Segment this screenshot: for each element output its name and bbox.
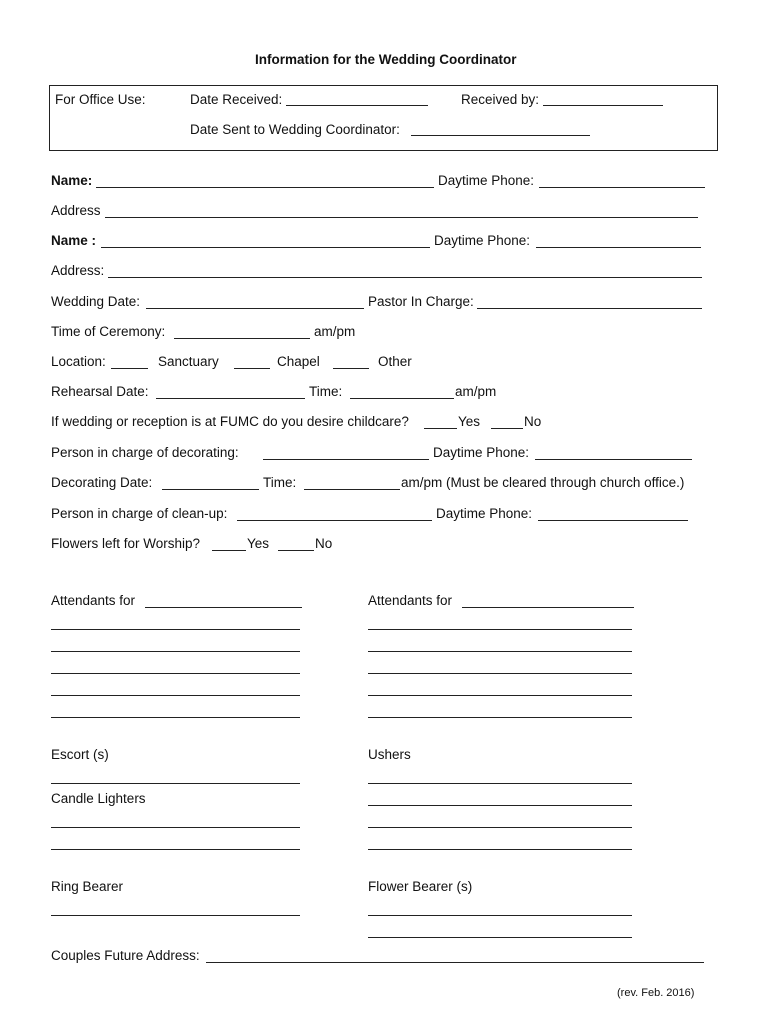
cleanup-person-label: Person in charge of clean-up: (51, 506, 228, 521)
ring-bearer-label: Ring Bearer (51, 879, 124, 894)
attendant-right-line[interactable] (368, 651, 632, 652)
attendants-left-for-field[interactable] (145, 607, 302, 608)
rehearsal-time-field[interactable] (350, 398, 454, 399)
daytime-phone-label-4: Daytime Phone: (436, 506, 533, 521)
flowers-yes-blank[interactable] (212, 550, 246, 551)
daytime-phone-label-1: Daytime Phone: (438, 173, 535, 188)
daytime-phone-field-3[interactable] (535, 459, 692, 460)
decorating-person-label: Person in charge of decorating: (51, 445, 239, 460)
childcare-no-blank[interactable] (491, 428, 523, 429)
wedding-date-label: Wedding Date: (51, 294, 141, 309)
daytime-phone-label-3: Daytime Phone: (433, 445, 530, 460)
date-sent-field[interactable] (411, 135, 590, 136)
office-use-box (49, 85, 718, 151)
decorating-person-field[interactable] (263, 459, 429, 460)
rehearsal-time-label: Time: (309, 384, 343, 399)
received-by-field[interactable] (543, 105, 663, 106)
other-label: Other (378, 354, 412, 369)
rehearsal-date-field[interactable] (156, 398, 305, 399)
decorating-date-field[interactable] (162, 489, 259, 490)
revision-note: (rev. Feb. 2016) (617, 987, 695, 999)
daytime-phone-label-2: Daytime Phone: (434, 233, 531, 248)
office-use-label: For Office Use: (55, 92, 146, 107)
attendant-right-line[interactable] (368, 717, 632, 718)
decorating-date-label: Decorating Date: (51, 475, 153, 490)
flower-bearer-label: Flower Bearer (s) (368, 879, 473, 894)
rehearsal-ampm: am/pm (455, 384, 497, 399)
ceremony-time-label: Time of Ceremony: (51, 324, 166, 339)
received-by-label: Received by: (461, 92, 540, 107)
date-received-field[interactable] (286, 105, 428, 106)
attendant-right-line[interactable] (368, 695, 632, 696)
decorating-time-field[interactable] (304, 489, 400, 490)
sanctuary-blank[interactable] (111, 368, 148, 369)
name-field-2[interactable] (101, 247, 430, 248)
daytime-phone-field-4[interactable] (538, 520, 688, 521)
future-address-field[interactable] (206, 962, 704, 963)
escort-line[interactable] (51, 783, 300, 784)
candle-lighters-label: Candle Lighters (51, 791, 146, 806)
address-label-2: Address: (51, 263, 105, 278)
sanctuary-label: Sanctuary (158, 354, 219, 369)
attendants-right-label: Attendants for (368, 593, 453, 608)
ushers-line[interactable] (368, 827, 632, 828)
address-label-1: Address (51, 203, 101, 218)
location-label: Location: (51, 354, 106, 369)
childcare-question: If wedding or reception is at FUMC do you desire childcare? (51, 414, 409, 429)
ushers-line[interactable] (368, 849, 632, 850)
childcare-no-label: No (524, 414, 542, 429)
cleanup-person-field[interactable] (237, 520, 432, 521)
attendant-right-line[interactable] (368, 629, 632, 630)
childcare-yes-label: Yes (458, 414, 481, 429)
date-sent-label: Date Sent to Wedding Coordinator: (190, 122, 400, 137)
flower-bearer-line[interactable] (368, 915, 632, 916)
decorating-time-label: Time: (263, 475, 297, 490)
address-field-2[interactable] (108, 277, 702, 278)
childcare-yes-blank[interactable] (424, 428, 457, 429)
pastor-field[interactable] (477, 308, 702, 309)
candle-lighters-line[interactable] (51, 849, 300, 850)
pastor-label: Pastor In Charge: (368, 294, 474, 309)
ring-bearer-line[interactable] (51, 915, 300, 916)
daytime-phone-field-2[interactable] (536, 247, 701, 248)
attendants-right-for-field[interactable] (462, 607, 634, 608)
attendant-left-line[interactable] (51, 629, 300, 630)
ceremony-time-field[interactable] (174, 338, 310, 339)
attendant-right-line[interactable] (368, 673, 632, 674)
ushers-line[interactable] (368, 783, 632, 784)
attendant-left-line[interactable] (51, 717, 300, 718)
ushers-line[interactable] (368, 805, 632, 806)
wedding-date-field[interactable] (146, 308, 364, 309)
flowers-yes-label: Yes (247, 536, 270, 551)
flowers-question: Flowers left for Worship? (51, 536, 201, 551)
name-label-1: Name: (51, 173, 93, 188)
attendants-left-label: Attendants for (51, 593, 136, 608)
page-title: Information for the Wedding Coordinator (255, 52, 517, 67)
ushers-label: Ushers (368, 747, 411, 762)
decorating-note: am/pm (Must be cleared through church office.) (401, 475, 685, 490)
future-address-label: Couples Future Address: (51, 948, 200, 963)
flowers-no-label: No (315, 536, 333, 551)
name-field-1[interactable] (96, 187, 434, 188)
candle-lighters-line[interactable] (51, 827, 300, 828)
chapel-blank[interactable] (234, 368, 270, 369)
attendant-left-line[interactable] (51, 695, 300, 696)
date-received-label: Date Received: (190, 92, 283, 107)
other-blank[interactable] (333, 368, 369, 369)
escort-label: Escort (s) (51, 747, 109, 762)
flowers-no-blank[interactable] (278, 550, 314, 551)
address-field-1[interactable] (105, 217, 698, 218)
chapel-label: Chapel (277, 354, 320, 369)
attendant-left-line[interactable] (51, 673, 300, 674)
name-label-2: Name : (51, 233, 97, 248)
flower-bearer-line[interactable] (368, 937, 632, 938)
daytime-phone-field-1[interactable] (539, 187, 705, 188)
rehearsal-date-label: Rehearsal Date: (51, 384, 149, 399)
ceremony-ampm: am/pm (314, 324, 356, 339)
attendant-left-line[interactable] (51, 651, 300, 652)
